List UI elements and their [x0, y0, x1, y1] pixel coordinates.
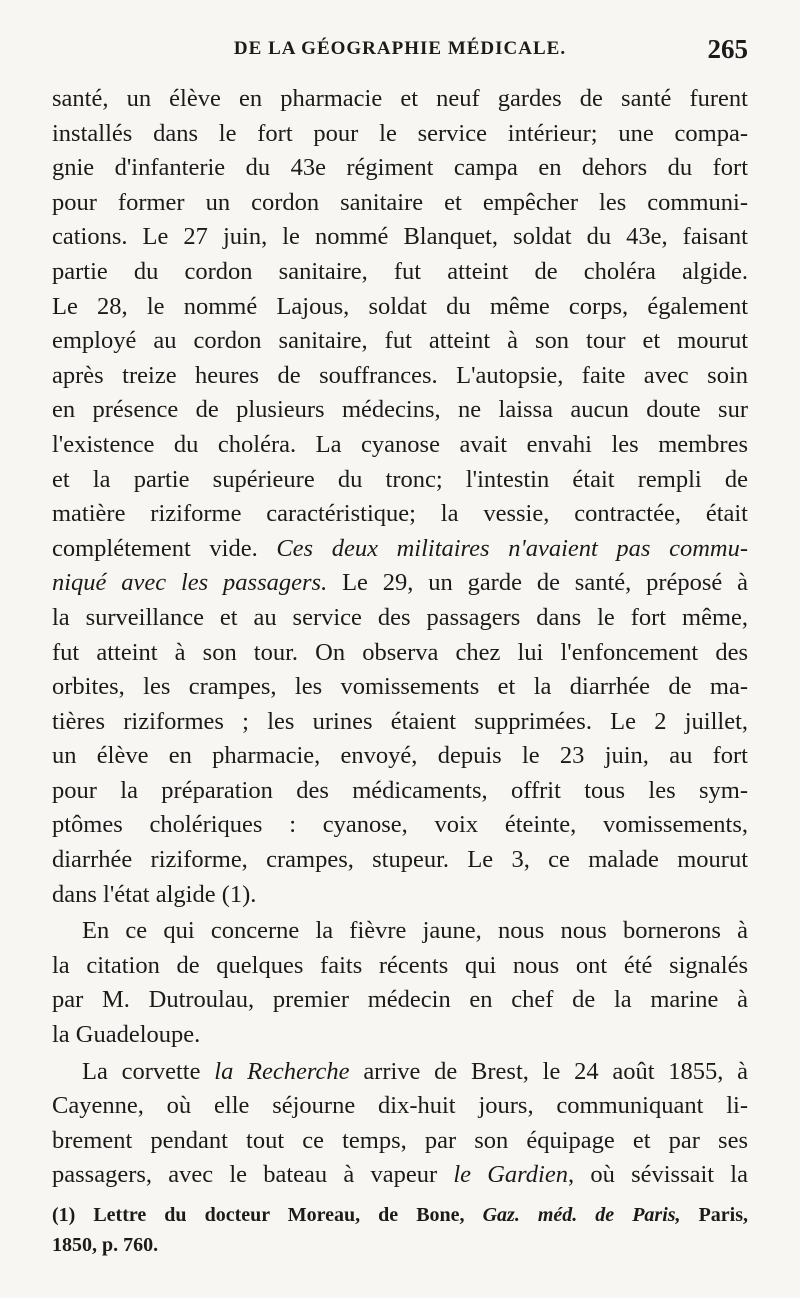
text-line-mixed	[52, 566, 748, 601]
footnote-line: 1850, p. 760.	[52, 1234, 159, 1256]
italic-segment: le Gardien	[453, 1161, 568, 1189]
text-line: santé, un élève en pharmacie et neuf gardes de santé furent	[52, 85, 748, 112]
text-line: Le 28, le nommé Lajous, soldat du même corps, également	[52, 292, 748, 320]
paragraph-1	[52, 82, 748, 912]
text-line: fut atteint à son tour. On observa chez lui l'enfoncement des	[52, 638, 748, 666]
text-line: après treize heures de souffrances. L'autopsie, faite avec soin	[52, 361, 748, 389]
text-segment: Paris,	[698, 1204, 749, 1226]
footnote	[52, 1200, 748, 1260]
text-line: pour former un cordon sanitaire et empêcher les communi-	[52, 188, 748, 216]
text-line: un élève en pharmacie, envoyé, depuis le 23 juin, au fort	[52, 742, 748, 770]
text-line: la surveillance et au service des passagers dans le fort même,	[52, 603, 748, 631]
text-line: l'existence du choléra. La cyanose avait envahi les membres	[52, 430, 748, 458]
paragraph-3	[52, 1055, 748, 1193]
text-line: dans l'état algide (1).	[52, 880, 257, 908]
text-line: tières riziformes ; les urines étaient supprimées. Le 2 juillet,	[52, 707, 748, 735]
text-segment: Le 29, un garde de santé, préposé à	[342, 569, 749, 597]
text-segment: (1) Lettre du docteur Moreau, de Bone,	[52, 1204, 465, 1226]
text-line: la citation de quelques faits récents qui nous ont été signalés	[52, 951, 748, 979]
text-line: matière riziforme caractéristique; la vessie, contractée, était	[52, 500, 748, 528]
footnote-line	[52, 1200, 748, 1230]
text-line: cations. Le 27 juin, le nommé Blanquet, soldat du 43e, faisant	[52, 223, 748, 251]
text-line: Cayenne, où elle séjourne dix-huit jours, communiquant li-	[52, 1092, 748, 1120]
text-line: installés dans le fort pour le service intérieur; une compa-	[52, 119, 748, 147]
text-line: la Guadeloupe.	[52, 1021, 201, 1049]
text-line-mixed	[52, 532, 748, 567]
italic-segment: la Recherche	[214, 1057, 350, 1085]
text-line-mixed	[52, 1158, 748, 1193]
text-segment: passagers, avec le bateau à vapeur	[52, 1161, 438, 1189]
text-line: gnie d'infanterie du 43e régiment campa en dehors du fort	[52, 154, 748, 182]
text-line: diarrhée riziforme, crampes, stupeur. Le 3, ce malade mourut	[52, 846, 748, 874]
body-text	[52, 82, 748, 1193]
text-line: partie du cordon sanitaire, fut atteint de choléra algide.	[52, 257, 748, 285]
page-header	[52, 34, 748, 74]
text-line: en présence de plusieurs médecins, ne laissa aucun doute sur	[52, 396, 748, 424]
italic-segment: Gaz. méd. de Paris,	[482, 1204, 681, 1226]
text-segment: complétement vide.	[52, 534, 258, 562]
text-line: ptômes cholériques : cyanose, voix éteinte, vomissements,	[52, 811, 748, 839]
text-line-mixed	[52, 1055, 748, 1090]
text-line: En ce qui concerne la fièvre jaune, nous nous bornerons à	[82, 917, 748, 945]
text-line: pour la préparation des médicaments, offrit tous les sym-	[52, 776, 748, 804]
paragraph-2	[52, 914, 748, 1052]
text-line: employé au cordon sanitaire, fut atteint à son tour et mourut	[52, 327, 748, 355]
text-segment: , où sévissait la	[568, 1161, 748, 1189]
italic-segment: Ces deux militaires n'avaient pas commu-	[276, 534, 749, 562]
text-line: orbites, les crampes, les vomissements et la diarrhée de ma-	[52, 673, 748, 701]
page-number: 265	[707, 34, 748, 64]
text-line: par M. Dutroulau, premier médecin en chef de la marine à	[52, 986, 748, 1014]
running-head: DE LA GÉOGRAPHIE MÉDICALE.	[233, 38, 567, 59]
text-segment: La corvette	[82, 1057, 201, 1085]
text-segment: arrive de Brest, le 24 août 1855, à	[363, 1057, 749, 1085]
text-line: et la partie supérieure du tronc; l'intestin était rempli de	[52, 465, 748, 493]
italic-segment: niqué avec les passagers.	[52, 569, 328, 597]
text-line: brement pendant tout ce temps, par son équipage et par ses	[52, 1126, 748, 1154]
